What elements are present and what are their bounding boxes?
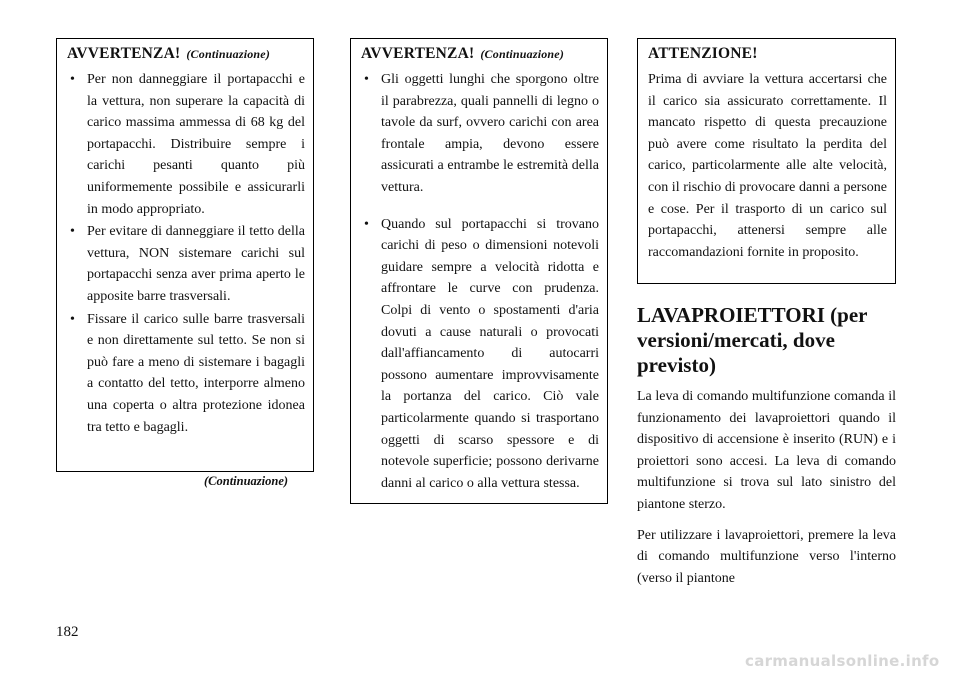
list-item: • Fissare il carico sulle barre trasversali e non direttamente sul tetto. Se non si può fare a meno di sistemare i bagagli a contatto del tetto, interporre almeno una coperta o altra protezione idonea tra tetto e bagagli. (67, 309, 305, 439)
warning-list (361, 69, 599, 494)
continuation-label: (Continuazione) (480, 47, 565, 61)
list-item: • Gli oggetti lunghi che sporgono oltre il parabrezza, quali pannelli di legno o tavole da surf, ovvero carichi con area frontale ampia, devono essere assicurati a entrambe le estremità della vettura. (361, 69, 599, 199)
warning-heading (361, 45, 599, 63)
continuation-label: (Continuazione) (186, 47, 271, 61)
warning-box-2 (350, 38, 608, 504)
paragraph: Per utilizzare i lavaproiettori, premere la leva di comando multifunzione verso l'interno (verso il piantone (637, 527, 896, 586)
paragraph: La leva di comando multifunzione comanda il funzionamento dei lavaproiettori quando il dispositivo di accensione è inserito (RUN) e i proiettori sono accesi. La leva di comando multifunzione si trova sul lato sinistro del piantone sterzo. (637, 389, 896, 512)
list-item: • Per evitare di danneggiare il tetto della vettura, NON sistemare carichi sul portapacchi senza aver prima aperto le apposite barre trasversali. (67, 221, 305, 307)
warning-heading (67, 45, 305, 63)
section-title: LAVAPROIETTORI (per versioni/mercati, dove previsto) (637, 303, 868, 377)
warning-title: AVVERTENZA! (361, 45, 475, 62)
warning-title: AVVERTENZA! (67, 45, 181, 62)
list-item: • Per non danneggiare il portapacchi e la vettura, non superare la capacità di carico massima ammessa di 68 kg del portapacchi. Distribuire sempre i carichi pesanti quanto più uniformemente possibile e assicurarli in modo appropriato. (67, 69, 305, 220)
warning-box-1 (56, 38, 314, 472)
section-body (637, 386, 896, 598)
attention-text: Prima di avviare la vettura accertarsi che il carico sia assicurato correttamente. Il mancato rispetto di questa precauzione può avere come risultato la perdita del carico, particolarmente alle alte velocità, con il rischio di provocare danni a persone e cose. Per il trasporto di un carico sul portapacchi, attenersi sempre alle raccomandazioni fornite in proposito. (648, 72, 887, 260)
attention-heading: ATTENZIONE! (648, 45, 758, 62)
page-number: 182 (56, 624, 79, 640)
watermark: carmanualsonline.info (745, 652, 940, 670)
warning-list (67, 69, 305, 438)
continuation-footer: (Continuazione) (204, 474, 289, 488)
list-item: • Quando sul portapacchi si trovano carichi di peso o dimensioni notevoli guidare sempre a velocità ridotta e affrontare le curve con prudenza. Colpi di vento o spostamenti d'aria dovuti a cause naturali o provocati dall'affiancamento di autocarri possono aumentare improvvisamente la portanza del carico. Ciò vale particolarmente quando si trasportano oggetti di scarso spessore e di notevole superficie; possono derivarne danni al carico o alla vettura stessa. (361, 214, 599, 495)
attention-box (637, 38, 896, 284)
